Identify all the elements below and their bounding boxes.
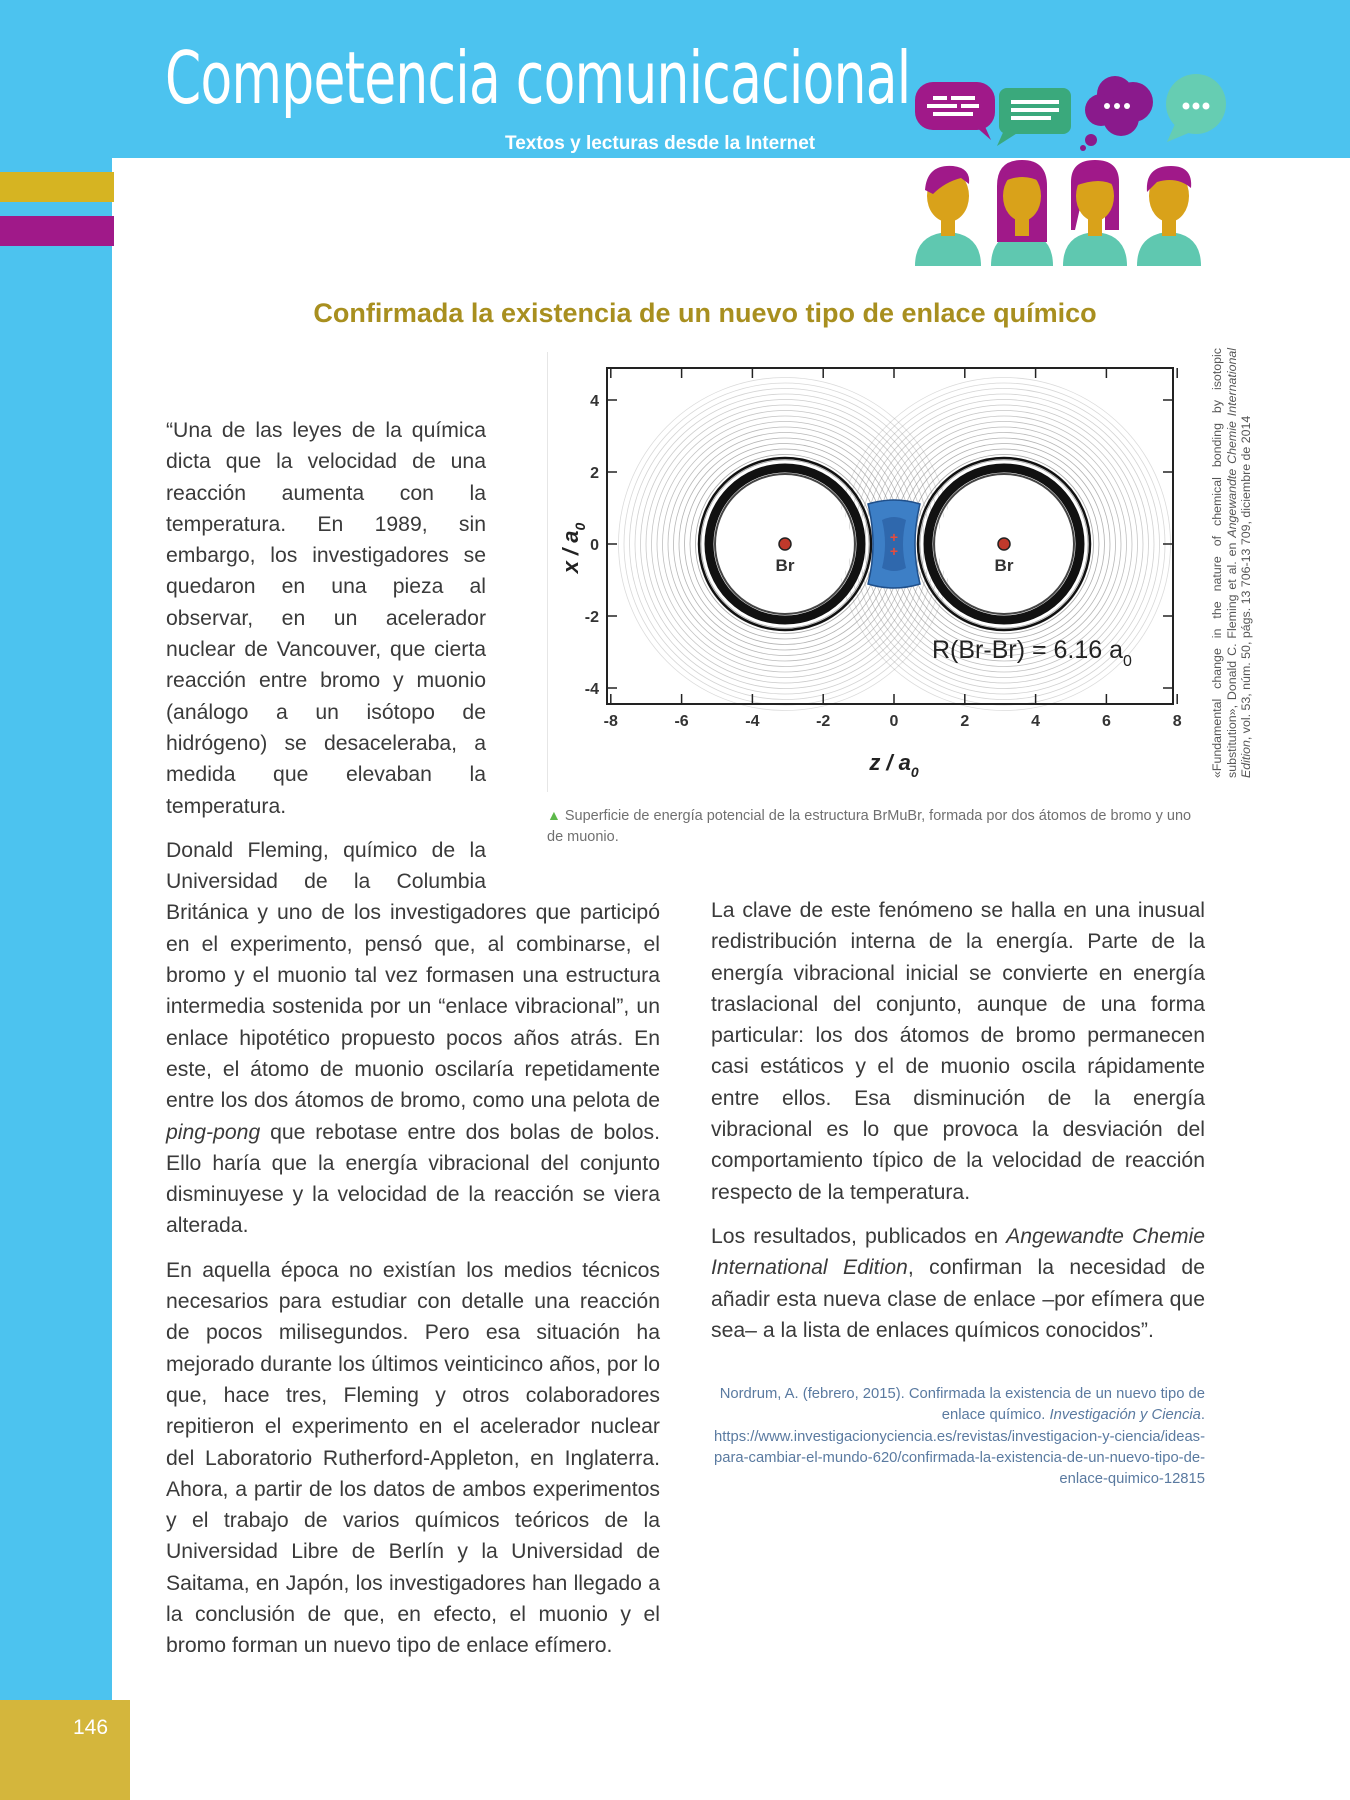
y-tick-label: -4	[584, 681, 599, 698]
triangle-marker-icon: ▲	[547, 807, 561, 823]
purple-tab	[0, 216, 114, 246]
x-tick-label: -4	[745, 713, 760, 730]
speech-bubble-icon	[915, 82, 995, 140]
x-axis-label-text: z / a	[869, 750, 911, 775]
x-tick-label: 4	[1031, 713, 1041, 730]
x-tick-label: 0	[889, 713, 899, 730]
paragraph-5-part: , confirman la necesidad de añadir esta nueva clase de enlace –por efímera que sea– a la lista de enlaces químicos conocidos”.	[711, 1256, 1205, 1342]
r-annotation-sub: 0	[1123, 653, 1132, 670]
svg-text:+: +	[889, 543, 899, 559]
x-tick-label: -8	[603, 713, 618, 730]
svg-text:+: +	[889, 529, 899, 545]
y-tick-label: 0	[590, 537, 599, 554]
paragraph-5-journal: Angewandte Chemie International Edition	[711, 1224, 1206, 1280]
figure-caption-text: Superficie de energía potencial de la estructura BrMuBr, formada por dos átomos de bromo y uno de muonio.	[547, 808, 1192, 845]
reference-citation	[700, 1384, 1205, 1490]
muonium-bond-region	[868, 500, 920, 588]
gold-tab	[0, 172, 114, 202]
section-title: Competencia comunicacional	[165, 36, 911, 120]
y-tick-label: -2	[584, 609, 599, 626]
reference-part: Nordrum, A. (febrero, 2015). Confirmada la existencia de un nuevo tipo de enlace químico.	[719, 1386, 1205, 1424]
x-tick-label: -2	[816, 713, 831, 730]
y-tick-label: 4	[590, 393, 599, 410]
paragraph-2	[166, 835, 660, 1242]
person-icon	[915, 166, 981, 266]
x-axis-label-sub: 0	[910, 764, 919, 780]
y-tick-label: 2	[590, 465, 599, 482]
side-note	[1210, 348, 1254, 778]
paragraph-3: En aquella época no existían los medios técnicos necesarios para estudiar con detalle una reacción de pocos milisegundos. Pero esa situación ha mejorado durante los últimos veinticinco años, por lo que, hace tres, Fleming y otros colaboradores repitieron el experimento en el acelerador nuclear del Laboratorio Rutherford-Appleton, en Inglaterra. Ahora, a partir de los datos de ambos experimentos y el trabajo de varios químicos teóricos de la Universidad Libre de Berlín y la Universidad de Saitama, en Japón, los investigadores han llegado a la conclusión de que, en efecto, el muonio y el bromo forman un nuevo tipo de enlace efímero.	[166, 1258, 660, 1658]
reference-url: . https://www.investigacionyciencia.es/revistas/investigacion-y-ciencia/ideas-para-cambiar-el-mundo-620/confirmada-la-existencia-de-un-nuevo-tipo-de-enlace-quimico-12815	[714, 1407, 1205, 1488]
paragraph-4: La clave de este fenómeno se halla en una inusual redistribución interna de la energía. Parte de la energía vibracional inicial se convierte en energía traslacional del conjunto, aunque de una forma particular: los dos átomos de bromo permanecen casi estáticos y el de muonio oscila rápidamente entre ellos. Esa disminución de la energía vibracional es lo que provoca la desviación del comportamiento típico de la velocidad de reacción respecto de la temperatura.	[711, 899, 1205, 1204]
side-note-journal: Angewandte Chemie International Edition	[1224, 348, 1254, 778]
article-column-left	[166, 415, 660, 1662]
x-tick-label: 6	[1101, 713, 1111, 730]
person-icon	[991, 160, 1053, 266]
paragraph-1: “Una de las leyes de la química dicta que la velocidad de una reacción aumenta con la temperatura. En 1989, sin embargo, los investigadores se quedaron en una pieza al observar, en un acelerador nuclear de Vancouver, que cierta reacción entre bromo y muonio (análogo a un isótopo de hidrógeno) se desaceleraba, a medida que elevaban la temperatura.	[166, 419, 486, 818]
page-number: 146	[73, 1716, 109, 1739]
y-axis-label-text: x / a	[558, 530, 583, 574]
chat-ellipsis-icon	[1166, 74, 1226, 142]
paragraph-2-emphasis: ping-pong	[166, 1120, 261, 1144]
side-note-part: «Fundamental change in the nature of chemical bonding by isotopic substitution», Donald C. Fleming et al. en	[1210, 348, 1239, 778]
y-axis-label-sub: 0	[572, 522, 588, 531]
atom-right-label: Br	[994, 556, 1014, 575]
x-tick-label: 2	[960, 713, 970, 730]
x-tick-label: -6	[674, 713, 689, 730]
r-annotation-text: R(Br-Br) = 6.16 a	[932, 636, 1124, 664]
x-axis-label	[868, 750, 919, 780]
person-icon	[1063, 160, 1127, 266]
side-note-text	[1210, 348, 1254, 778]
side-note-part: , vol. 53, núm. 50, págs. 13 706-13 709, diciembre de 2014	[1239, 415, 1254, 741]
communication-illustration	[905, 66, 1250, 271]
paragraph-5-part: Los resultados, publicados en	[711, 1224, 1007, 1248]
thought-bubble-icon	[1080, 76, 1153, 151]
left-margin-band	[0, 0, 112, 1700]
atom-left-label: Br	[775, 556, 795, 575]
article-column-right	[711, 895, 1205, 1346]
page-number-band	[0, 1700, 130, 1800]
chat-bubble-icon	[997, 88, 1071, 146]
reference-source: Investigación y Ciencia	[1049, 1407, 1201, 1424]
paragraph-2-part: que rebotase entre dos bolas de bolos. Ello haría que la energía vibracional del conjunto disminuyese y la velocidad de la reacción se viera alterada.	[166, 1120, 660, 1238]
person-icon	[1137, 166, 1201, 266]
article-title: Confirmada la existencia de un nuevo tipo de enlace químico	[313, 298, 1097, 328]
section-subtitle: Textos y lecturas desde la Internet	[505, 133, 816, 154]
x-tick-label: 8	[1172, 713, 1182, 730]
paragraph-5	[711, 1221, 1205, 1346]
paragraph-2-part: Donald Fleming, químico de la Universidad de la Columbia Británica y uno de los investigadores que participó en el experimento, pensó que, al combinarse, el bromo y el muonio tal vez formasen una estructura intermedia sostenida por un “enlace vibracional”, un enlace hipotético propuesto pocos años atrás. En este, el átomo de muonio oscilaría repetidamente entre los dos átomos de bromo, como una pelota de	[166, 838, 660, 1113]
